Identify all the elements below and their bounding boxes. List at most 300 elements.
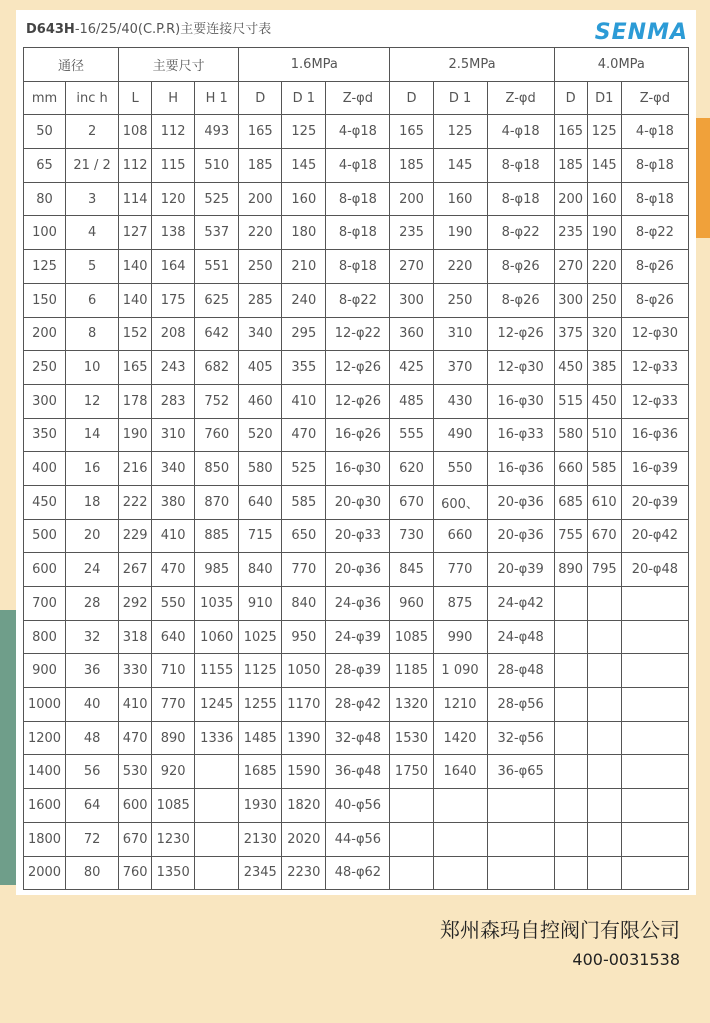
table-cell [554,789,587,823]
table-cell: 1000 [24,688,66,722]
table-cell: 1320 [390,688,433,722]
table-cell: 355 [282,351,326,385]
table-cell: 525 [195,182,239,216]
table-cell: 625 [195,283,239,317]
table-cell: 125 [24,250,66,284]
table-cell: 1255 [239,688,282,722]
table-cell [487,822,554,856]
table-cell: 44-φ56 [326,822,390,856]
group-header-4-0mpa: 4.0MPa [554,48,688,82]
table-cell: 730 [390,519,433,553]
table-cell: 885 [195,519,239,553]
table-cell: 138 [152,216,195,250]
table-row [24,115,689,149]
table-cell: 12-φ33 [621,384,688,418]
table-cell [621,789,688,823]
table-cell: 20-φ48 [621,553,688,587]
table-cell: 12-φ22 [326,317,390,351]
table-cell: 770 [282,553,326,587]
table-cell: 12-φ26 [487,317,554,351]
table-cell: 682 [195,351,239,385]
column-header: H [152,81,195,115]
table-cell: 8 [66,317,119,351]
table-cell: 125 [587,115,621,149]
table-cell: 4-φ18 [326,149,390,183]
column-header: mm [24,81,66,115]
table-cell [554,822,587,856]
table-cell: 20-φ39 [487,553,554,587]
table-cell: 235 [554,216,587,250]
table-row [24,553,689,587]
table-cell: 40 [66,688,119,722]
table-cell: 490 [433,418,487,452]
table-cell: 1245 [195,688,239,722]
table-cell: 185 [390,149,433,183]
table-cell: 8-φ18 [621,182,688,216]
table-cell: 760 [195,418,239,452]
table-cell: 1200 [24,721,66,755]
table-cell: 770 [433,553,487,587]
table-row [24,250,689,284]
table-cell: 1530 [390,721,433,755]
table-cell: 20-φ36 [326,553,390,587]
table-cell: 28-φ48 [487,654,554,688]
table-cell: 24-φ36 [326,587,390,621]
title-text: -16/25/40(C.P.R)主要连接尺寸表 [74,22,272,37]
table-cell: 580 [239,452,282,486]
table-cell [554,688,587,722]
table-row [24,485,689,519]
table-cell: 114 [119,182,152,216]
table-cell: 1050 [282,654,326,688]
column-header: L [119,81,152,115]
table-cell: 5 [66,250,119,284]
table-cell: 485 [390,384,433,418]
table-cell: 115 [152,149,195,183]
table-cell: 20-φ39 [621,485,688,519]
table-cell: 425 [390,351,433,385]
table-cell: 16-φ33 [487,418,554,452]
table-cell: 235 [390,216,433,250]
table-cell: 65 [24,149,66,183]
table-cell: 430 [433,384,487,418]
table-cell: 300 [24,384,66,418]
table-cell: 140 [119,250,152,284]
table-cell: 16-φ30 [487,384,554,418]
table-cell [621,587,688,621]
table-cell: 318 [119,620,152,654]
table-cell: 1400 [24,755,66,789]
table-cell: 1155 [195,654,239,688]
table-cell: 1930 [239,789,282,823]
table-cell [621,654,688,688]
table-cell: 1685 [239,755,282,789]
table-cell: 21 / 2 [66,149,119,183]
model-code: D643H [26,22,75,37]
table-cell: 295 [282,317,326,351]
table-cell: 1336 [195,721,239,755]
table-cell: 48 [66,721,119,755]
table-cell: 36-φ48 [326,755,390,789]
table-cell: 185 [239,149,282,183]
table-cell: 250 [239,250,282,284]
column-header: D [554,81,587,115]
table-cell: 8-φ18 [487,149,554,183]
table-cell: 1350 [152,856,195,890]
table-cell: 16-φ36 [621,418,688,452]
table-cell: 250 [433,283,487,317]
table-cell: 125 [282,115,326,149]
column-header: D1 [587,81,621,115]
table-cell: 537 [195,216,239,250]
table-cell [554,620,587,654]
table-cell: 20-φ42 [621,519,688,553]
table-cell: 551 [195,250,239,284]
table-cell: 48-φ62 [326,856,390,890]
table-cell: 32 [66,620,119,654]
table-cell: 18 [66,485,119,519]
table-row [24,688,689,722]
table-cell: 120 [152,182,195,216]
table-cell: 164 [152,250,195,284]
table-cell: 870 [195,485,239,519]
table-cell [554,587,587,621]
table-cell [487,856,554,890]
table-cell: 340 [152,452,195,486]
table-cell: 890 [152,721,195,755]
table-cell: 8-φ26 [487,250,554,284]
table-cell: 410 [152,519,195,553]
table-cell: 125 [433,115,487,149]
table-cell: 685 [554,485,587,519]
table-cell: 50 [24,115,66,149]
table-cell: 1820 [282,789,326,823]
table-cell: 100 [24,216,66,250]
table-cell: 1085 [152,789,195,823]
table-row [24,149,689,183]
table-cell: 190 [119,418,152,452]
table-cell: 920 [152,755,195,789]
table-cell: 450 [554,351,587,385]
table-row [24,317,689,351]
table-cell: 400 [24,452,66,486]
table-cell: 460 [239,384,282,418]
table-cell: 200 [24,317,66,351]
table-cell [390,789,433,823]
table-cell: 2345 [239,856,282,890]
table-cell: 360 [390,317,433,351]
table-cell: 56 [66,755,119,789]
table-cell: 24-φ39 [326,620,390,654]
table-cell: 600、 [433,485,487,519]
table-cell [195,789,239,823]
table-cell: 515 [554,384,587,418]
table-cell: 510 [587,418,621,452]
table-cell: 510 [195,149,239,183]
table-cell: 175 [152,283,195,317]
table-cell: 250 [587,283,621,317]
table-cell: 1600 [24,789,66,823]
table-cell: 160 [433,182,487,216]
table-row [24,654,689,688]
table-cell: 4-φ18 [621,115,688,149]
table-cell: 36-φ65 [487,755,554,789]
table-cell: 240 [282,283,326,317]
table-cell: 550 [152,587,195,621]
table-cell: 845 [390,553,433,587]
table-cell: 1485 [239,721,282,755]
table-head [24,48,689,115]
table-cell: 16-φ39 [621,452,688,486]
table-cell: 16-φ30 [326,452,390,486]
table-row [24,519,689,553]
table-cell [554,856,587,890]
table-cell: 220 [587,250,621,284]
table-cell: 2230 [282,856,326,890]
table-cell: 160 [282,182,326,216]
table-row [24,216,689,250]
table-cell [390,856,433,890]
table-cell: 28-φ56 [487,688,554,722]
table-cell: 14 [66,418,119,452]
table-cell: 1230 [152,822,195,856]
table-cell: 12-φ26 [326,384,390,418]
table-cell [487,789,554,823]
table-row [24,587,689,621]
table-cell [554,654,587,688]
column-header: inc h [66,81,119,115]
table-cell: 165 [239,115,282,149]
table-cell: 670 [587,519,621,553]
table-cell: 145 [587,149,621,183]
table-cell: 220 [239,216,282,250]
table-cell: 8-φ26 [621,283,688,317]
table-cell: 405 [239,351,282,385]
sub-header-row [24,81,689,115]
table-cell: 340 [239,317,282,351]
table-cell: 165 [390,115,433,149]
table-cell: 310 [152,418,195,452]
table-cell: 20-φ36 [487,485,554,519]
table-cell: 985 [195,553,239,587]
table-cell: 3 [66,182,119,216]
table-cell: 375 [554,317,587,351]
table-cell: 4-φ18 [487,115,554,149]
table-cell: 1640 [433,755,487,789]
table-cell: 1 090 [433,654,487,688]
table-cell: 410 [119,688,152,722]
table-cell: 178 [119,384,152,418]
table-cell: 20-φ36 [487,519,554,553]
table-cell: 12-φ30 [621,317,688,351]
group-header-row [24,48,689,82]
table-cell: 410 [282,384,326,418]
table-cell: 350 [24,418,66,452]
table-cell: 185 [554,149,587,183]
table-cell: 8-φ18 [326,250,390,284]
sheet-title [26,18,271,37]
table-cell: 660 [433,519,487,553]
table-cell: 12-φ33 [621,351,688,385]
table-cell: 580 [554,418,587,452]
table-cell: 24-φ48 [487,620,554,654]
table-cell: 1750 [390,755,433,789]
table-cell: 16 [66,452,119,486]
table-cell: 2020 [282,822,326,856]
table-cell: 243 [152,351,195,385]
table-row [24,452,689,486]
table-cell: 140 [119,283,152,317]
table-cell [195,822,239,856]
table-cell: 530 [119,755,152,789]
table-cell: 600 [24,553,66,587]
table-cell: 1125 [239,654,282,688]
table-cell [621,721,688,755]
table-cell: 450 [587,384,621,418]
table-cell: 470 [282,418,326,452]
table-cell: 585 [587,452,621,486]
table-row [24,384,689,418]
table-cell: 80 [24,182,66,216]
table-cell: 190 [433,216,487,250]
table-cell [587,789,621,823]
table-cell: 160 [587,182,621,216]
table-cell: 670 [119,822,152,856]
left-accent-bar [0,610,16,885]
column-header: Z-φd [326,81,390,115]
table-cell: 270 [390,250,433,284]
dimension-table [23,47,689,890]
table-cell: 28-φ42 [326,688,390,722]
table-cell: 840 [239,553,282,587]
table-cell: 36 [66,654,119,688]
table-cell: 20-φ33 [326,519,390,553]
table-cell: 150 [24,283,66,317]
table-cell: 330 [119,654,152,688]
table-cell: 1025 [239,620,282,654]
table-cell: 145 [282,149,326,183]
table-cell: 16-φ36 [487,452,554,486]
column-header: D [239,81,282,115]
table-cell: 800 [24,620,66,654]
spec-sheet [16,10,696,895]
table-cell: 32-φ56 [487,721,554,755]
table-cell: 642 [195,317,239,351]
table-row [24,856,689,890]
table-cell: 8-φ26 [621,250,688,284]
table-cell: 216 [119,452,152,486]
table-cell: 6 [66,283,119,317]
table-cell: 112 [119,149,152,183]
table-cell: 1210 [433,688,487,722]
table-cell: 112 [152,115,195,149]
table-cell: 752 [195,384,239,418]
table-cell: 640 [239,485,282,519]
table-cell: 600 [119,789,152,823]
table-cell: 208 [152,317,195,351]
table-cell [433,856,487,890]
table-cell: 127 [119,216,152,250]
table-cell: 493 [195,115,239,149]
table-cell: 200 [554,182,587,216]
table-cell: 24-φ42 [487,587,554,621]
table-cell: 180 [282,216,326,250]
table-row [24,620,689,654]
table-cell: 165 [554,115,587,149]
group-header-main-dims: 主要尺寸 [119,48,239,82]
table-cell: 8-φ18 [487,182,554,216]
table-cell: 32-φ48 [326,721,390,755]
table-cell [390,822,433,856]
table-cell: 229 [119,519,152,553]
table-cell [433,822,487,856]
table-cell: 222 [119,485,152,519]
table-cell [587,587,621,621]
table-cell: 4-φ18 [326,115,390,149]
table-cell: 755 [554,519,587,553]
table-cell: 40-φ56 [326,789,390,823]
table-cell [195,856,239,890]
table-cell: 12-φ30 [487,351,554,385]
table-cell: 267 [119,553,152,587]
table-cell: 64 [66,789,119,823]
table-cell [554,721,587,755]
table-cell: 24 [66,553,119,587]
table-cell: 620 [390,452,433,486]
table-cell: 152 [119,317,152,351]
table-cell: 12-φ26 [326,351,390,385]
group-header-1-6mpa: 1.6MPa [239,48,390,82]
table-cell: 20 [66,519,119,553]
right-accent-bar [696,118,710,238]
table-cell: 210 [282,250,326,284]
table-cell: 10 [66,351,119,385]
table-cell [621,856,688,890]
table-cell: 380 [152,485,195,519]
table-cell: 1170 [282,688,326,722]
table-cell: 370 [433,351,487,385]
table-cell: 300 [554,283,587,317]
table-row [24,283,689,317]
table-row [24,789,689,823]
table-cell [587,721,621,755]
brand-logo: SENMA [594,20,688,45]
table-cell: 250 [24,351,66,385]
table-row [24,182,689,216]
column-header: Z-φd [621,81,688,115]
table-cell [621,822,688,856]
table-cell: 660 [554,452,587,486]
column-header: D 1 [282,81,326,115]
table-cell: 585 [282,485,326,519]
company-name: 郑州森玛自控阀门有限公司 [440,918,680,942]
table-cell: 300 [390,283,433,317]
table-cell: 640 [152,620,195,654]
table-cell [587,654,621,688]
table-cell [554,755,587,789]
table-row [24,755,689,789]
table-cell: 145 [433,149,487,183]
table-row [24,418,689,452]
table-cell: 72 [66,822,119,856]
table-cell: 525 [282,452,326,486]
table-cell: 890 [554,553,587,587]
table-cell: 960 [390,587,433,621]
table-cell: 2130 [239,822,282,856]
table-cell: 715 [239,519,282,553]
table-cell: 700 [24,587,66,621]
table-cell: 470 [119,721,152,755]
